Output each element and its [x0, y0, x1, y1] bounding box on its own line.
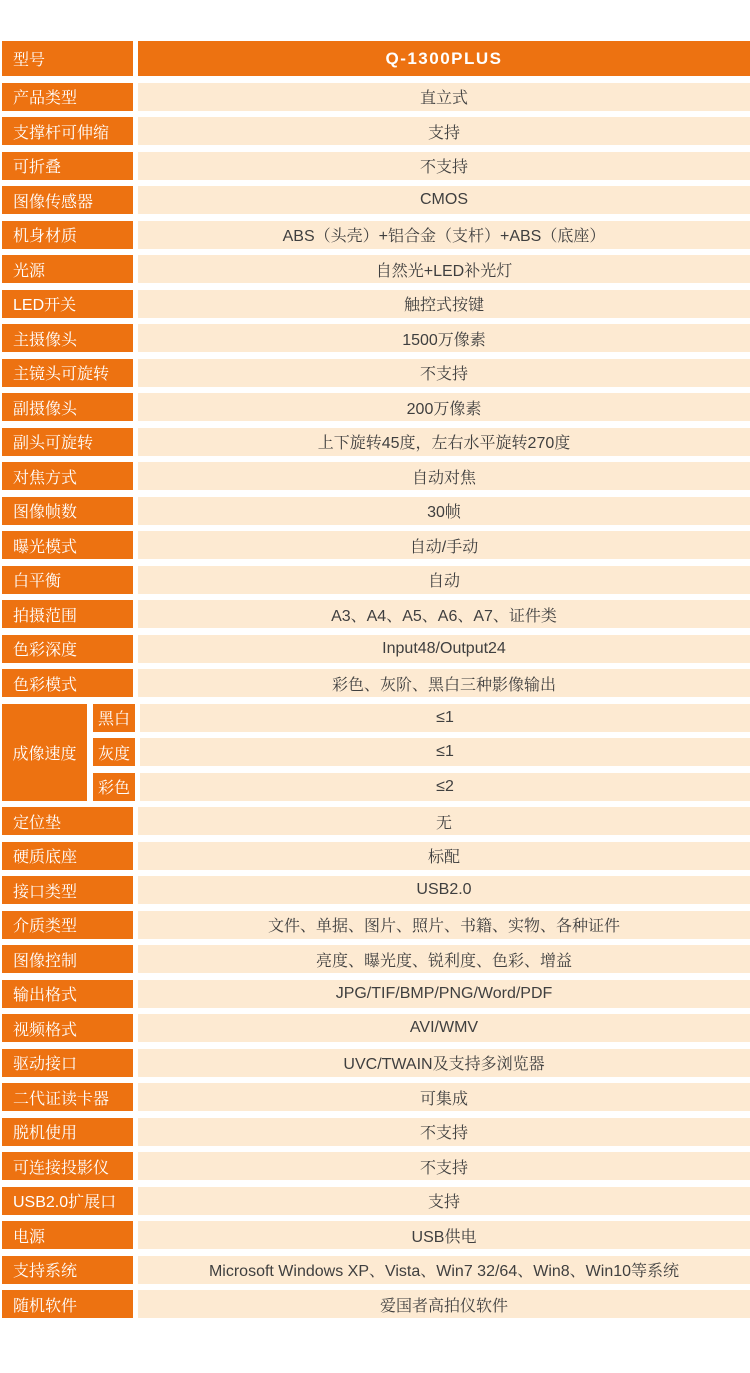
- spec-row-led-switch: [2, 290, 750, 318]
- spec-value: ABS（头壳）+铝合金（支杆）+ABS（底座）: [138, 221, 750, 249]
- speed-sub-row-gray: [93, 738, 750, 766]
- spec-label: 图像帧数: [2, 497, 133, 525]
- spec-label: 机身材质: [2, 221, 133, 249]
- spec-label: 主摄像头: [2, 324, 133, 352]
- spec-row-output-format: [2, 980, 750, 1008]
- spec-row-white-balance: [2, 566, 750, 594]
- spec-row-color-mode: [2, 669, 750, 697]
- spec-row-id-card-reader: [2, 1083, 750, 1111]
- spec-label: 输出格式: [2, 980, 133, 1008]
- spec-row-main-lens-rotate: [2, 359, 750, 387]
- spec-value: 自然光+LED补光灯: [138, 255, 750, 283]
- spec-row-body-material: [2, 221, 750, 249]
- spec-value: 可集成: [138, 1083, 750, 1111]
- spec-value: 直立式: [138, 83, 750, 111]
- spec-value: 支持: [138, 117, 750, 145]
- spec-label: 白平衡: [2, 566, 133, 594]
- spec-label: 可折叠: [2, 152, 133, 180]
- spec-label: 脱机使用: [2, 1118, 133, 1146]
- imaging-speed-group: [2, 704, 750, 801]
- spec-label: USB2.0扩展口: [2, 1187, 133, 1215]
- spec-label: 拍摄范围: [2, 600, 133, 628]
- spec-row-usb-expansion: [2, 1187, 750, 1215]
- spec-label: 支持系统: [2, 1256, 133, 1284]
- spec-row-media-type: [2, 911, 750, 939]
- speed-sub-label: 黑白: [93, 704, 135, 732]
- spec-label: 副摄像头: [2, 393, 133, 421]
- spec-row-image-control: [2, 945, 750, 973]
- spec-value: UVC/TWAIN及支持多浏览器: [138, 1049, 750, 1077]
- spec-value: A3、A4、A5、A6、A7、证件类: [138, 600, 750, 628]
- speed-sub-value: ≤1: [140, 704, 750, 732]
- spec-label: 驱动接口: [2, 1049, 133, 1077]
- speed-sub-value: ≤1: [140, 738, 750, 766]
- spec-label: 电源: [2, 1221, 133, 1249]
- spec-label: 随机软件: [2, 1290, 133, 1318]
- spec-label: 视频格式: [2, 1014, 133, 1042]
- model-row: [2, 41, 750, 76]
- model-value: Q-1300PLUS: [138, 41, 750, 76]
- spec-value: USB2.0: [138, 876, 750, 904]
- spec-value: CMOS: [138, 186, 750, 214]
- spec-value: 不支持: [138, 1118, 750, 1146]
- spec-row-image-sensor: [2, 186, 750, 214]
- speed-sub-label: 彩色: [93, 773, 135, 801]
- spec-value: JPG/TIF/BMP/PNG/Word/PDF: [138, 980, 750, 1008]
- spec-row-color-depth: [2, 635, 750, 663]
- spec-label: 主镜头可旋转: [2, 359, 133, 387]
- spec-value: 自动对焦: [138, 462, 750, 490]
- spec-row-power: [2, 1221, 750, 1249]
- spec-value: 30帧: [138, 497, 750, 525]
- spec-value: 1500万像素: [138, 324, 750, 352]
- spec-row-supported-os: [2, 1256, 750, 1284]
- spec-label: 副头可旋转: [2, 428, 133, 456]
- spec-value: USB供电: [138, 1221, 750, 1249]
- spec-row-product-type: [2, 83, 750, 111]
- spec-value: 触控式按键: [138, 290, 750, 318]
- spec-label: 产品类型: [2, 83, 133, 111]
- spec-value: 支持: [138, 1187, 750, 1215]
- spec-value: 标配: [138, 842, 750, 870]
- spec-row-sub-head-rotate: [2, 428, 750, 456]
- spec-row-focus-mode: [2, 462, 750, 490]
- spec-value: 自动/手动: [138, 531, 750, 559]
- spec-value: 文件、单据、图片、照片、书籍、实物、各种证件: [138, 911, 750, 939]
- spec-row-pole-telescopic: [2, 117, 750, 145]
- spec-label: 图像控制: [2, 945, 133, 973]
- spec-label: 曝光模式: [2, 531, 133, 559]
- spec-label: 定位垫: [2, 807, 133, 835]
- spec-row-sub-camera: [2, 393, 750, 421]
- spec-row-driver-interface: [2, 1049, 750, 1077]
- spec-row-projector-connect: [2, 1152, 750, 1180]
- spec-value: AVI/WMV: [138, 1014, 750, 1042]
- speed-sub-value: ≤2: [140, 773, 750, 801]
- spec-row-shoot-range: [2, 600, 750, 628]
- imaging-speed-label: 成像速度: [2, 704, 87, 801]
- spec-label: 介质类型: [2, 911, 133, 939]
- spec-row-main-camera: [2, 324, 750, 352]
- spec-label: 色彩深度: [2, 635, 133, 663]
- spec-row-video-format: [2, 1014, 750, 1042]
- spec-value: 无: [138, 807, 750, 835]
- spec-value: 自动: [138, 566, 750, 594]
- spec-row-positioning-pad: [2, 807, 750, 835]
- spec-label: LED开关: [2, 290, 133, 318]
- imaging-speed-subrows: [93, 704, 750, 801]
- spec-row-bundled-software: [2, 1290, 750, 1318]
- spec-label: 对焦方式: [2, 462, 133, 490]
- spec-label: 光源: [2, 255, 133, 283]
- spec-value: 200万像素: [138, 393, 750, 421]
- speed-sub-label: 灰度: [93, 738, 135, 766]
- spec-row-frame-rate: [2, 497, 750, 525]
- spec-value: Microsoft Windows XP、Vista、Win7 32/64、Win8、Win10等系统: [138, 1256, 750, 1284]
- spec-value: 不支持: [138, 359, 750, 387]
- spec-value: 不支持: [138, 152, 750, 180]
- spec-row-foldable: [2, 152, 750, 180]
- spec-label: 可连接投影仪: [2, 1152, 133, 1180]
- spec-value: 上下旋转45度，左右水平旋转270度: [138, 428, 750, 456]
- speed-sub-row-bw: [93, 704, 750, 732]
- spec-row-offline-use: [2, 1118, 750, 1146]
- spec-row-interface-type: [2, 876, 750, 904]
- spec-value: Input48/Output24: [138, 635, 750, 663]
- spec-value: 不支持: [138, 1152, 750, 1180]
- spec-label: 二代证读卡器: [2, 1083, 133, 1111]
- spec-value: 亮度、曝光度、锐利度、色彩、增益: [138, 945, 750, 973]
- spec-row-hard-base: [2, 842, 750, 870]
- spec-value: 彩色、灰阶、黑白三种影像输出: [138, 669, 750, 697]
- spec-label: 接口类型: [2, 876, 133, 904]
- spec-value: 爱国者高拍仪软件: [138, 1290, 750, 1318]
- speed-sub-row-color: [93, 773, 750, 801]
- spec-row-exposure-mode: [2, 531, 750, 559]
- spec-label: 硬质底座: [2, 842, 133, 870]
- model-label: 型号: [2, 41, 133, 76]
- spec-label: 色彩模式: [2, 669, 133, 697]
- spec-label: 图像传感器: [2, 186, 133, 214]
- spec-row-light-source: [2, 255, 750, 283]
- spec-label: 支撑杆可伸缩: [2, 117, 133, 145]
